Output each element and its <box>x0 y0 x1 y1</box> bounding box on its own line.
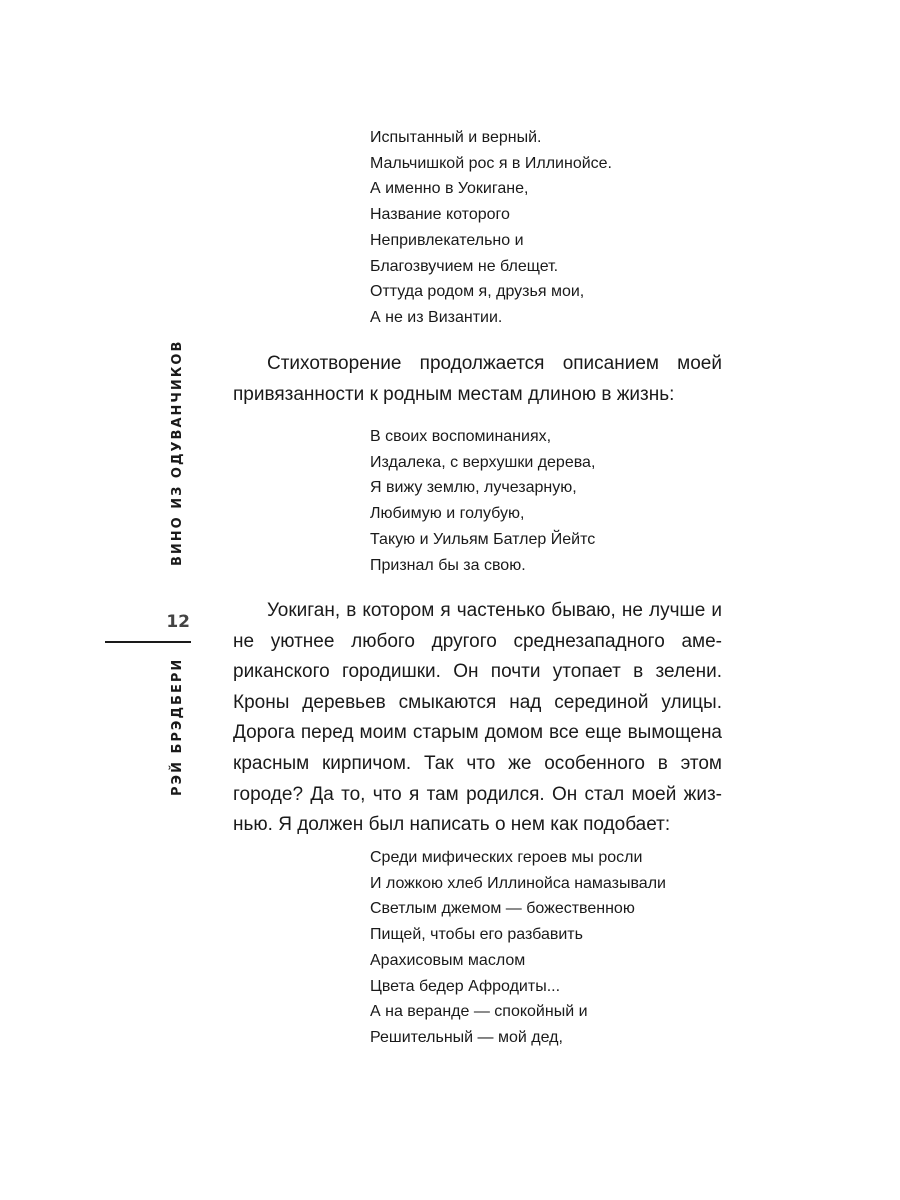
poem-line: Название которого <box>370 206 510 224</box>
poem-line: Непривлекательно и <box>370 231 524 249</box>
poem-line: Признал бы за свою. <box>370 556 526 574</box>
poem-stanza-1 <box>370 125 612 331</box>
poem-line: Я вижу землю, лучезарную, <box>370 479 577 497</box>
folio-divider <box>105 641 191 643</box>
poem-line: Решительный — мой дед, <box>370 1028 563 1046</box>
poem-line: Благозвучием не блещет. <box>370 257 559 275</box>
body-paragraph-1: Стихотворение продолжается описанием моей привязанности к родным местам длиною в жизнь: <box>233 353 722 405</box>
poem-line: И ложкою хлеб Иллинойса намазывали <box>370 874 666 892</box>
poem-line: Арахисовым маслом <box>370 951 526 969</box>
poem-line: Светлым джемом — божественною <box>370 900 635 918</box>
body-paragraph-2: Уокиган, в котором я частенько бываю, не лучше и не уютнее любого другого среднезападного американского городишки. Он почти утопает в зелени. Кроны деревьев смыкаются над серединой улицы. Дорога перед моим старым домом все еще вымощена красным кирпичом. Так что же особенного в этом городе? Да то, что я там родился. Он стал моей жизнью. Я должен был написать о нем как подобает: <box>233 600 722 836</box>
poem-line: Любимую и голубую, <box>370 505 525 523</box>
poem-line: Мальчишкой рос я в Иллинойсе. <box>370 154 612 172</box>
poem-line: Оттуда родом я, друзья мои, <box>370 283 585 301</box>
poem-line: Пищей, чтобы его разбавить <box>370 926 583 944</box>
poem-line: Испытанный и верный. <box>370 129 542 146</box>
poem-line: Среди мифических героев мы росли <box>370 849 643 866</box>
poem-line: А не из Византии. <box>370 308 503 326</box>
poem-stanza-3 <box>370 845 666 1051</box>
poem-line: Цвета бедер Афродиты... <box>370 977 561 995</box>
page-number: 12 <box>166 612 190 632</box>
poem-line: В своих воспоминаниях, <box>370 428 552 445</box>
poem-line: А на веранде — спокойный и <box>370 1003 588 1021</box>
poem-line: Такую и Уильям Батлер Йейтс <box>370 530 596 548</box>
poem-line: А именно в Уокигане, <box>370 180 529 198</box>
poem-stanza-2 <box>370 424 595 578</box>
poem-line: Издалека, с верхушки дерева, <box>370 453 596 471</box>
running-head-author: РЭЙ БРЭДБЕРИ <box>170 657 185 796</box>
running-head-book-title: ВИНО ИЗ ОДУВАНЧИКОВ <box>170 339 185 566</box>
